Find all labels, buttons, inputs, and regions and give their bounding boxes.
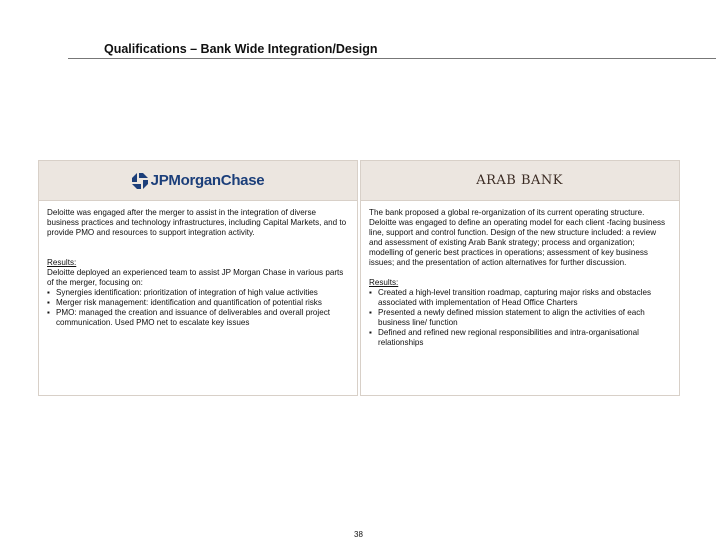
arab-bank-body: [361, 201, 679, 348]
jpmorgan-logo: [132, 172, 265, 189]
arab-bank-panel: [360, 160, 680, 396]
jpmorgan-results-list: [47, 288, 349, 328]
list-item: ▪ Defined and refined new regional responsibilities and intra-organisational relationships: [369, 328, 671, 348]
arab-bank-results-label: Results:: [369, 278, 399, 287]
page-title: Qualifications – Bank Wide Integration/Design: [104, 42, 378, 56]
arab-bank-logo: ARAB BANK: [476, 173, 563, 188]
list-item: ▪ Created a high-level transition roadmap, capturing major risks and obstacles associated with implementation of Head Office Charters: [369, 288, 671, 308]
jpmorgan-body: [39, 201, 357, 328]
jpmorgan-results-intro: Deloitte deployed an experienced team to assist JP Morgan Chase in various parts of the merger, focusing on:: [47, 268, 344, 287]
list-item: ▪ Presented a newly defined mission statement to align the activities of each business line/ function: [369, 308, 671, 328]
list-item: ▪ PMO: managed the creation and issuance of deliverables and overall project communication. Used PMO net to escalate key issues: [47, 308, 349, 328]
arab-bank-results-list: [369, 288, 671, 348]
list-item: ▪ Merger risk management: identification and quantification of potential risks: [47, 298, 349, 308]
jpmorgan-logo-text: JPMorganChase: [150, 172, 265, 189]
list-item: ▪ Synergies identification: prioritization of integration of high value activities: [47, 288, 349, 298]
jpmorgan-results-label: Results:: [47, 258, 77, 267]
arab-bank-intro: The bank proposed a global re-organization of its current operating structure. Deloitte was engaged to define an operating model for each client -facing business line, support and control function. Design of the new structure included: a review and assessment of existing Arab Bank strategy; process and organization; modelling of generic best practices in operations; assessment of key business issues; and the presentation of action alternatives for further discussion.: [369, 208, 666, 267]
page-number: 38: [354, 530, 363, 539]
jpmorgan-octagon-icon: [132, 173, 148, 189]
jpmorgan-banner: [39, 161, 357, 201]
jpmorgan-panel: [38, 160, 358, 396]
title-divider: [68, 58, 716, 59]
jpmorgan-intro: Deloitte was engaged after the merger to assist in the integration of diverse business practices and technology infrastructures, including Capital Markets, and to provide PMO and resources to support integration activity.: [47, 208, 347, 237]
arab-bank-banner: [361, 161, 679, 201]
